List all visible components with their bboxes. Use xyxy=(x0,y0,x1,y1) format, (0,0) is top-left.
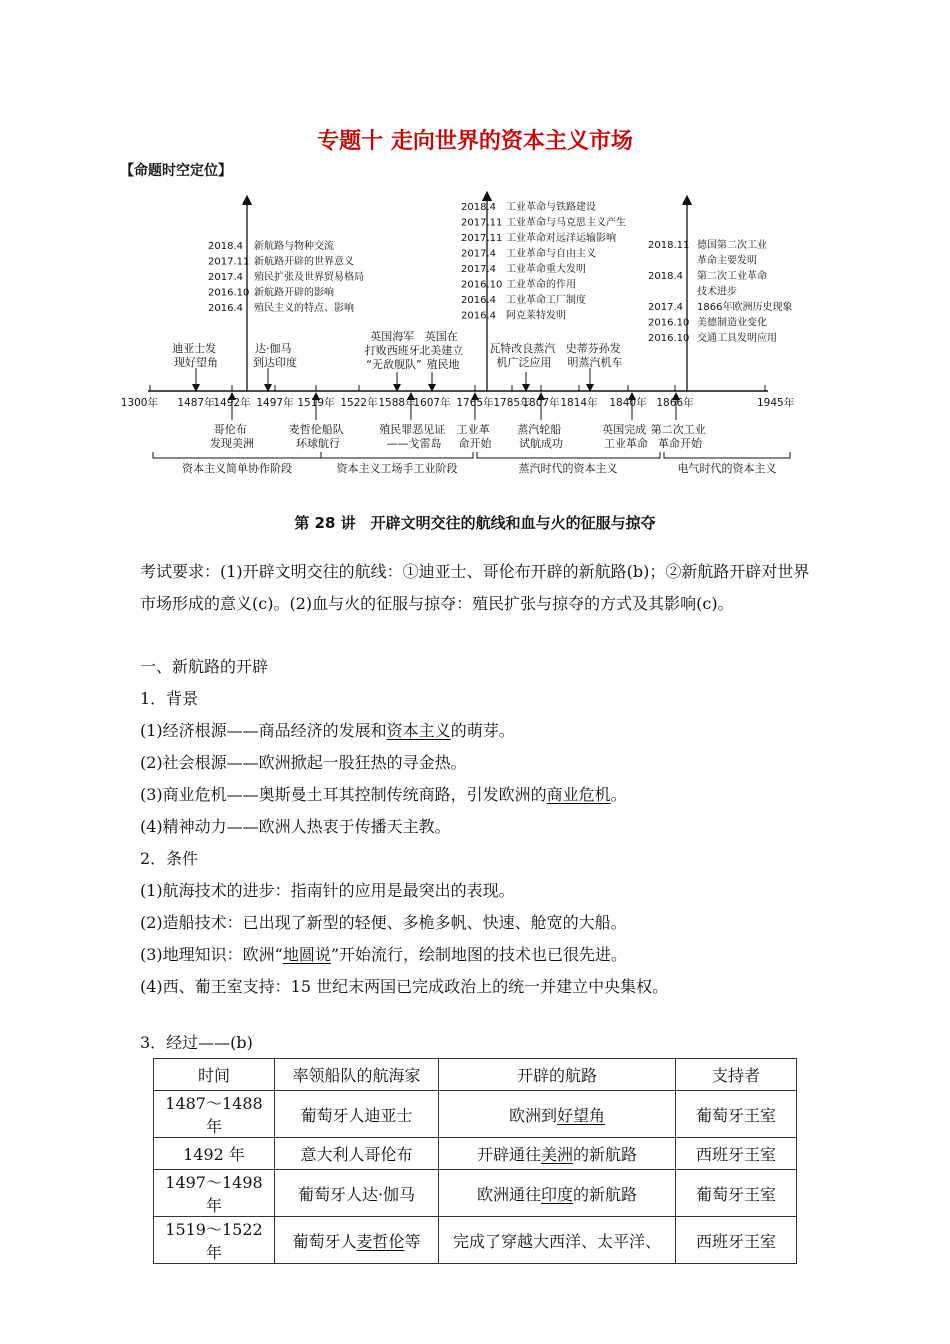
exam-date: 2017.4 xyxy=(648,302,683,313)
exam-topic: 阿克莱特发明 xyxy=(506,310,566,322)
timeline-year: 1492年 xyxy=(213,397,251,409)
exam-date: 2017.4 xyxy=(461,248,496,260)
exam-date: 2017.11 xyxy=(208,256,250,268)
exam-list-new-routes xyxy=(208,239,364,314)
exam-topic: 工业革命与自由主义 xyxy=(506,248,596,260)
timeline-year: 1497年 xyxy=(256,397,294,409)
exam-topic: 新航路开辟的影响 xyxy=(254,287,334,299)
event-steamship: 蒸汽轮船 试航成功 xyxy=(517,423,563,450)
exam-topic: 新航路开辟的世界意义 xyxy=(254,256,354,268)
exam-topic: 工业革命重大发明 xyxy=(506,264,586,275)
timeline-year: 1607年 xyxy=(413,397,451,409)
event-goree: 殖民罪恶见证 ——戈雷岛 xyxy=(379,423,446,450)
timeline-ticks xyxy=(150,385,765,391)
background-item-4: (4)精神动力——欧洲人热衷于传播天主教。 xyxy=(140,817,451,836)
timeline-year: 1519年 xyxy=(297,397,335,409)
background-item-1: (1)经济根源——商品经济的发展和资本主义的萌芽。 xyxy=(140,721,515,740)
exam-topic: 革命主要发明 xyxy=(697,255,757,267)
table-header-row xyxy=(154,1059,797,1091)
exam-date: 2017.4 xyxy=(461,264,496,275)
table-row: 1487～1488 年 葡萄牙人迪亚士 欧洲到好望角 葡萄牙王室 xyxy=(154,1091,797,1138)
background-heading: 1．背景 xyxy=(140,689,199,708)
exam-topic: 德国第二次工业 xyxy=(697,240,767,251)
event-second-ir: 第二次工业 革命开始 xyxy=(650,423,706,450)
exam-date: 2018.4 xyxy=(648,271,683,282)
header-navigator: 率领船队的航海家 xyxy=(275,1059,439,1091)
conditions-heading: 2．条件 xyxy=(140,849,199,868)
event-uk-complete: 英国完成 工业革命 xyxy=(602,423,648,450)
exam-topic: 美德制造业变化 xyxy=(697,317,767,329)
process-heading: 3．经过——(b) xyxy=(140,1033,253,1052)
event-stephenson: 史蒂芬孙发 明蒸汽机车 xyxy=(565,342,623,369)
header-route: 开辟的航路 xyxy=(439,1059,676,1091)
conditions-item-1: (1)航海技术的进步：指南针的应用是最突出的表现。 xyxy=(140,881,515,900)
page-title: 专题十 走向世界的资本主义市场 xyxy=(317,129,633,154)
exam-topic: 第二次工业革命 xyxy=(697,271,767,282)
table-row: 1519～1522 年 葡萄牙人麦哲伦等 完成了穿越大西洋、太平洋、 西班牙王室 xyxy=(154,1217,797,1264)
exam-topic: 1866年欧洲历史现象 xyxy=(697,302,793,313)
stage-brace-2 xyxy=(321,452,473,458)
event-dias: 迪亚士发 现好望角 xyxy=(172,342,218,369)
event-colony: 英国在 北美建立 殖民地 xyxy=(419,330,464,371)
timeline-year: 1785年 xyxy=(493,397,531,409)
conditions-item-3: (3)地理知识：欧洲“地圆说”开始流行，绘制地图的技术也已很先进。 xyxy=(140,945,628,964)
exam-date: 2016.4 xyxy=(461,310,496,322)
routes-table xyxy=(153,1058,797,1264)
stage-label-3: 蒸汽时代的资本主义 xyxy=(518,462,618,475)
exam-date: 2016.10 xyxy=(208,287,250,299)
timeline-year: 1840年 xyxy=(609,397,647,409)
section-label: 【命题时空定位】 xyxy=(120,163,232,179)
timeline-year: 1807年 xyxy=(522,397,560,409)
stage-label-4: 电气时代的资本主义 xyxy=(677,462,777,475)
exam-date: 2016.4 xyxy=(461,295,496,306)
timeline-year: 1300年 xyxy=(120,397,158,409)
table-row: 1492 年 意大利人哥伦布 开辟通往美洲的新航路 西班牙王室 xyxy=(154,1138,797,1170)
event-columbus: 哥伦布 发现美洲 xyxy=(210,423,254,450)
exam-date: 2016.10 xyxy=(461,279,503,291)
table-row: 1497～1498 年 葡萄牙人达·伽马 欧洲通往印度的新航路 葡萄牙王室 xyxy=(154,1170,797,1217)
exam-date: 2018.11 xyxy=(648,240,690,251)
exam-date: 2016.10 xyxy=(648,317,690,329)
exam-date: 2017.4 xyxy=(208,272,243,283)
exam-topic: 工业革命对远洋运输影响 xyxy=(506,233,616,244)
exam-topic: 工业革命与马克思主义产生 xyxy=(506,217,626,229)
stage-brace-1 xyxy=(153,452,321,458)
conditions-item-2: (2)造船技术：已出现了新型的轻便、多桅多帆、快速、舱宽的大船。 xyxy=(140,913,627,932)
header-time: 时间 xyxy=(154,1059,275,1091)
exam-date: 2017.11 xyxy=(461,217,503,229)
exam-topic: 工业革命与铁路建设 xyxy=(506,202,596,213)
stage-brace-4 xyxy=(664,452,790,458)
section-heading: 一、新航路的开辟 xyxy=(140,657,269,676)
background-item-2: (2)社会根源——欧洲掀起一股狂热的寻金热。 xyxy=(140,753,467,772)
timeline-years xyxy=(121,396,795,409)
header-supporter: 支持者 xyxy=(676,1059,797,1091)
exam-topic: 新航路与物种交流 xyxy=(254,241,334,252)
timeline-year: 1522年 xyxy=(340,397,378,409)
timeline-year: 1866年 xyxy=(656,397,694,409)
exam-topic: 技术进步 xyxy=(697,286,737,298)
exam-date: 2017.11 xyxy=(461,233,503,244)
exam-topic: 工业革命工厂制度 xyxy=(506,295,586,306)
background-item-3: (3)商业危机——奥斯曼土耳其控制传统商路，引发欧洲的商业危机。 xyxy=(140,785,627,804)
lecture-title: 第 28 讲 开辟文明交往的航线和血与火的征服与掠夺 xyxy=(294,514,656,532)
exam-date: 2016.4 xyxy=(208,303,243,314)
exam-topic: 交通工具发明应用 xyxy=(697,333,777,344)
event-gama: 达·伽马 到达印度 xyxy=(253,342,297,369)
timeline-year: 1814年 xyxy=(560,397,598,409)
exam-topic: 殖民主义的特点、影响 xyxy=(254,303,354,314)
event-armada: 英国海军 打败西班牙 “无敌舰队” xyxy=(364,330,422,371)
timeline-year: 1487年 xyxy=(177,397,215,409)
stage-brace-3 xyxy=(477,452,660,458)
exam-topic: 殖民扩张及世界贸易格局 xyxy=(254,272,364,283)
stage-label-1: 资本主义简单协作阶段 xyxy=(182,462,292,475)
event-industrial-revolution: 工业革 命开始 xyxy=(456,423,492,450)
event-watt: 瓦特改良蒸汽 机广泛应用 xyxy=(489,342,556,369)
exam-list-industrial-revolution xyxy=(461,200,626,322)
timeline-diagram xyxy=(0,180,950,480)
timeline-year: 1588年 xyxy=(378,397,416,409)
conditions-item-4: (4)西、葡王室支持：15 世纪末两国已完成政治上的统一并建立中央集权。 xyxy=(140,977,669,996)
exam-list-second-ir xyxy=(648,238,792,344)
exam-date: 2016.10 xyxy=(648,333,690,344)
event-magellan: 麦哲伦船队 环球航行 xyxy=(288,423,344,450)
exam-topic: 工业革命的作用 xyxy=(506,279,576,291)
exam-date: 2018.4 xyxy=(461,202,496,213)
exam-requirement: 考试要求：(1)开辟文明交往的航线：①迪亚士、哥伦布开辟的新航路(b)；②新航路开辟对世界市场形成的意义(c)。(2)血与火的征服与掠夺：殖民扩张与掠夺的方式及其影响(c)。 xyxy=(140,562,810,613)
timeline-year: 1945年 xyxy=(757,397,795,409)
stage-label-2: 资本主义工场手工业阶段 xyxy=(336,462,458,475)
timeline-year: 1765年 xyxy=(456,397,494,409)
exam-date: 2018.4 xyxy=(208,241,243,252)
